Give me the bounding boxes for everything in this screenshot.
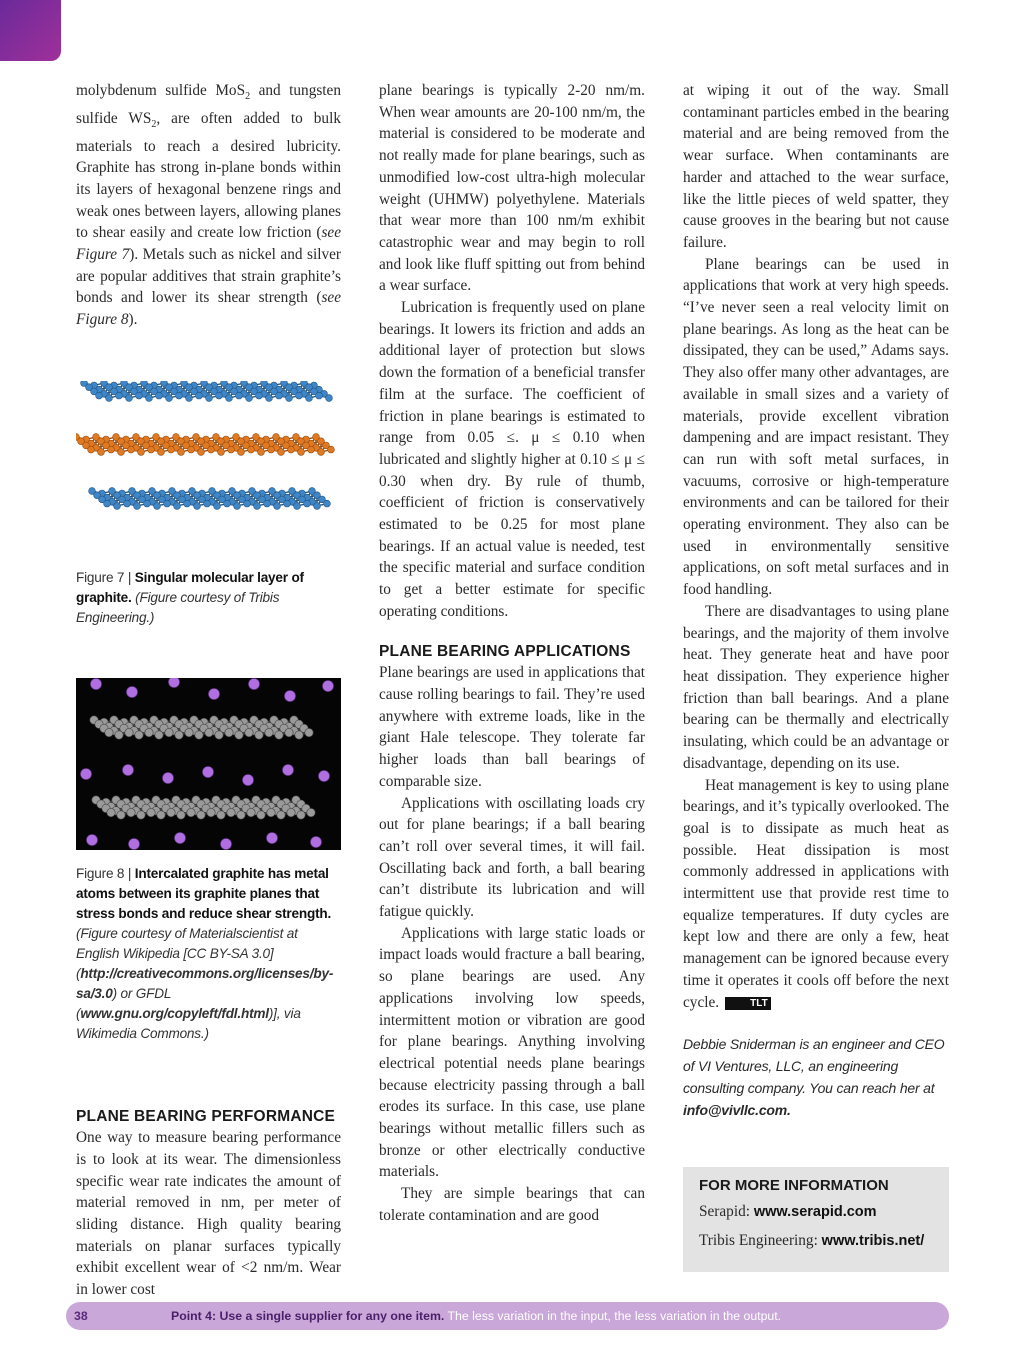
author-bio bbox=[683, 1033, 949, 1121]
info-label: Tribis Engineering: bbox=[699, 1232, 822, 1249]
carbon-atom bbox=[136, 392, 143, 399]
metal-atom bbox=[87, 834, 98, 845]
carbon-atom bbox=[267, 808, 275, 816]
corner-tab bbox=[0, 0, 61, 61]
metal-atom bbox=[243, 774, 254, 785]
carbon-atom bbox=[227, 808, 235, 816]
carbon-atom bbox=[116, 392, 123, 399]
carbon-atom bbox=[118, 448, 125, 455]
carbon-atom bbox=[206, 394, 213, 401]
carbon-atom bbox=[257, 810, 265, 818]
figure-reference: see Figure 8 bbox=[76, 289, 341, 329]
graphite-layers-figure bbox=[76, 381, 341, 556]
figure-reference: see Figure 7 bbox=[76, 224, 341, 264]
carbon-atom bbox=[224, 500, 231, 507]
carbon-atom bbox=[256, 392, 263, 399]
carbon-atom bbox=[278, 448, 285, 455]
carbon-atom bbox=[307, 808, 315, 816]
paragraph: There are disadvantages to using plane bearings, and the majority of them involve heat. They generate heat and have poor heat dissipation. They experience higher friction than ball bearings. And a plane bearing can be thermally and electrically insulating, which could be an advantage or disadvantage, depending on its use. bbox=[683, 602, 949, 772]
metal-atom bbox=[203, 766, 214, 777]
carbon-atom bbox=[104, 500, 111, 507]
figure-number: Figure 8 | bbox=[76, 865, 135, 881]
carbon-atom bbox=[284, 500, 291, 507]
carbon-atom bbox=[217, 810, 225, 818]
carbon-atom bbox=[128, 446, 135, 453]
text: , are often added to bulk materials to reach a desired lubricity. Graphite has strong in-plane bonds within its layers of hexagonal benzene rings and weak ones between layers, allowing planes to shear easily and create low friction ( bbox=[76, 109, 341, 242]
metal-atom bbox=[323, 680, 334, 691]
metal-atom bbox=[91, 678, 102, 689]
carbon-atom bbox=[214, 502, 221, 509]
carbon-atom bbox=[124, 500, 131, 507]
column-1 bbox=[76, 80, 341, 1301]
carbon-atom bbox=[125, 728, 133, 736]
carbon-atom bbox=[88, 446, 95, 453]
carbon-atom bbox=[204, 500, 211, 507]
text: ). Metals such as nickel and silver are popular additives that strain graphite’s bonds and lower its shear strength ( bbox=[76, 246, 341, 307]
carbon-atom bbox=[228, 446, 235, 453]
carbon-atom bbox=[276, 392, 283, 399]
carbon-atom bbox=[266, 394, 273, 401]
carbon-atom bbox=[308, 446, 315, 453]
carbon-atom bbox=[196, 392, 203, 399]
page-number: 38 bbox=[74, 1309, 88, 1323]
carbon-atom bbox=[237, 810, 245, 818]
figure-number: Figure 7 | bbox=[76, 569, 135, 585]
carbon-atom bbox=[296, 392, 303, 399]
paragraph: Plane bearings are used in applications that cause rolling bearings to fail. They’re used anywhere with extreme loads, like in the giant Hale telescope. They tolerate far higher loads than ball bearings of comparable size. bbox=[379, 664, 645, 790]
figure-credit: (Figure courtesy of Materialscientist at English Wikipedia [CC BY-SA 3.0] ( bbox=[76, 925, 298, 981]
carbon-atom bbox=[137, 810, 145, 818]
figure-credit: (Figure courtesy of Tribis Engineering.) bbox=[76, 589, 280, 625]
metal-atom bbox=[283, 764, 294, 775]
paragraph: Plane bearings can be used in applications that work at very high speeds. “I’ve never seen a real velocity limit on plane bearings. As long as the heat can be dissipated, they can be used,” Adams says. They also offer many other advantages, are available in small sizes and a variety of materials, provide excellent vibration dampening and are impact resistant. They can run with soft metal surfaces, in vacuums, corrosive or high-temperature environments and can be tailored for their operating environment. They also can be used in environmentally sensitive applications, on soft metal surfaces and in food handling. bbox=[683, 255, 949, 599]
figure-7-caption bbox=[76, 568, 341, 628]
carbon-atom bbox=[127, 808, 135, 816]
carbon-atom bbox=[215, 730, 223, 738]
carbon-atom bbox=[106, 394, 113, 401]
carbon-atom bbox=[247, 808, 255, 816]
more-information-box bbox=[683, 1167, 949, 1272]
carbon-atom bbox=[218, 448, 225, 455]
end-mark-icon: TLT bbox=[725, 997, 771, 1010]
carbon-atom bbox=[174, 502, 181, 509]
carbon-atom bbox=[318, 448, 325, 455]
paragraph: plane bearings is typically 2-20 nm/m. When wear amounts are 20-100 nm/m, the material is considered to be moderate and not really made for plane bearings, such as unmodified low-cost ultra-high molecular weight (UHMW) polyethylene. Materials that wear more than 100 nm/m exhibit catastrophic wear and may begin to roll and look like fluff spitting out from behind a wear surface. bbox=[379, 82, 645, 295]
carbon-atom bbox=[187, 808, 195, 816]
carbon-atom bbox=[246, 394, 253, 401]
carbon-atom bbox=[234, 502, 241, 509]
column-2 bbox=[379, 80, 645, 1227]
carbon-atom bbox=[238, 448, 245, 455]
carbon-atom bbox=[158, 448, 165, 455]
metal-atom bbox=[249, 678, 260, 689]
carbon-atom bbox=[248, 446, 255, 453]
license-link[interactable]: http://creativecommons.org/licenses/by-sa/3.0 bbox=[76, 965, 334, 1001]
carbon-atom bbox=[328, 446, 335, 453]
carbon-atom bbox=[254, 502, 261, 509]
carbon-atom bbox=[146, 394, 153, 401]
carbon-atom bbox=[286, 394, 293, 401]
carbon-atom bbox=[258, 448, 265, 455]
paragraph bbox=[683, 775, 949, 1014]
subscript: 2 bbox=[151, 118, 157, 130]
carbon-atom bbox=[216, 392, 223, 399]
text: and tungsten sulfide WS bbox=[76, 82, 341, 127]
carbon-atom bbox=[117, 810, 125, 818]
carbon-atom bbox=[115, 730, 123, 738]
info-link[interactable]: www.serapid.com bbox=[753, 1204, 877, 1220]
paragraph: Applications with oscillating loads cry out for plane bearings; if a ball bearing can’t roll over several times, it will fail. Oscillating back and forth, a ball bearing can’t distribute its lubrication and will fatigue quickly. bbox=[379, 794, 645, 921]
text: Heat management is key to using plane bearings, and it’s typically overlooked. The goal is to dissipate as much heat as possible. Heat dissipation is most commonly addressed in applications with intermittent use that provide rest time to equalize temperatures. If duty cycles are kept low and there are only a few, heat management can be ignored because every time it operates it cools off before the next cycle. bbox=[683, 776, 949, 1011]
carbon-atom bbox=[165, 728, 173, 736]
carbon-atom bbox=[255, 730, 263, 738]
carbon-atom bbox=[145, 728, 153, 736]
carbon-atom bbox=[185, 728, 193, 736]
figure-title: Singular molecular layer of graphite. bbox=[76, 569, 304, 605]
carbon-atom bbox=[194, 502, 201, 509]
carbon-atom bbox=[264, 500, 271, 507]
carbon-atom bbox=[208, 446, 215, 453]
metal-atom bbox=[169, 678, 180, 688]
carbon-atom bbox=[107, 808, 115, 816]
carbon-atom bbox=[135, 730, 143, 738]
paragraph: They are simple bearings that can tolerate contamination and are good bbox=[379, 1185, 645, 1224]
carbon-atom bbox=[268, 446, 275, 453]
carbon-atom bbox=[205, 728, 213, 736]
carbon-atom bbox=[195, 730, 203, 738]
carbon-atom bbox=[98, 448, 105, 455]
info-label: Serapid: bbox=[699, 1203, 754, 1220]
carbon-atom bbox=[168, 446, 175, 453]
carbon-atom bbox=[154, 502, 161, 509]
info-link[interactable]: www.tribis.net/ bbox=[821, 1233, 925, 1249]
metal-atom bbox=[311, 836, 322, 847]
carbon-atom bbox=[178, 448, 185, 455]
metal-atom bbox=[267, 832, 278, 843]
metal-atom bbox=[319, 770, 330, 781]
carbon-atom bbox=[305, 728, 313, 736]
carbon-atom bbox=[316, 392, 323, 399]
carbon-atom bbox=[134, 502, 141, 509]
carbon-atom bbox=[157, 810, 165, 818]
carbon-atom bbox=[324, 500, 331, 507]
carbon-atom bbox=[294, 502, 301, 509]
section-heading: PLANE BEARING APPLICATIONS bbox=[379, 642, 631, 660]
subscript: 2 bbox=[245, 91, 251, 103]
metal-atom bbox=[285, 690, 296, 701]
carbon-atom bbox=[108, 446, 115, 453]
carbon-atom bbox=[274, 502, 281, 509]
carbon-atom bbox=[236, 392, 243, 399]
paragraph: at wiping it out of the way. Small contaminant particles embed in the bearing material and are being removed from the wear surface. When contaminants are harder and attached to the wear surface, like the little pieces of weld spatter, they cause grooves in the bearing but not cause failure. bbox=[683, 82, 949, 251]
info-line bbox=[699, 1232, 924, 1250]
carbon-atom bbox=[244, 500, 251, 507]
carbon-atom bbox=[167, 808, 175, 816]
carbon-atom bbox=[166, 394, 173, 401]
carbon-atom bbox=[176, 392, 183, 399]
carbon-atom bbox=[105, 728, 113, 736]
tip-text: The less variation in the input, the less variation in the output. bbox=[444, 1309, 782, 1323]
carbon-atom bbox=[175, 730, 183, 738]
carbon-atom bbox=[207, 808, 215, 816]
author-email[interactable]: info@vivllc.com. bbox=[683, 1102, 791, 1119]
paragraph: One way to measure bearing performance is to look at its wear. The dimensionless specific wear rate indicates the amount of material removed in nm, per meter of sliding distance. High quality bearing materials on planar surfaces typically exhibit excellent wear of <2 nm/m. Wear in lower cost bbox=[76, 1129, 341, 1299]
intercalated-graphite-figure bbox=[76, 678, 341, 850]
carbon-atom bbox=[114, 502, 121, 509]
carbon-atom bbox=[184, 500, 191, 507]
info-line bbox=[699, 1203, 877, 1221]
section-heading: PLANE BEARING PERFORMANCE bbox=[76, 1107, 336, 1125]
text: molybdenum sulfide MoS bbox=[76, 82, 246, 99]
carbon-atom bbox=[198, 448, 205, 455]
carbon-atom bbox=[235, 730, 243, 738]
carbon-atom bbox=[326, 394, 333, 401]
carbon-atom bbox=[188, 446, 195, 453]
carbon-atom bbox=[126, 394, 133, 401]
carbon-atom bbox=[298, 448, 305, 455]
carbon-atom bbox=[306, 394, 313, 401]
carbon-atom bbox=[225, 728, 233, 736]
carbon-atom bbox=[288, 446, 295, 453]
carbon-atom bbox=[138, 448, 145, 455]
carbon-atom bbox=[156, 392, 163, 399]
carbon-atom bbox=[245, 728, 253, 736]
metal-atom bbox=[129, 838, 140, 849]
paragraph bbox=[76, 80, 341, 331]
info-heading: FOR MORE INFORMATION bbox=[699, 1177, 889, 1194]
column-3 bbox=[683, 80, 949, 1121]
metal-atom bbox=[175, 832, 186, 843]
carbon-atom bbox=[148, 446, 155, 453]
carbon-atom bbox=[275, 730, 283, 738]
carbon-atom bbox=[197, 810, 205, 818]
license-link[interactable]: www.gnu.org/copyleft/fdl.html bbox=[80, 1005, 269, 1021]
text: Debbie Sniderman is an engineer and CEO of VI Ventures, LLC, an engineering consulting company. You can reach her at bbox=[683, 1036, 945, 1097]
paragraph: Applications with large static loads or impact loads would fracture a ball bearing, so plane bearings are used. Any applications involving low speeds, intermittent motion or vibration are good for plane bearings. Anything involving electrical potential needs plane bearings because electricity passing through a ball erodes its surface. In this case, use plane bearings without metallic fillers such as bronze or other electrically conductive materials. bbox=[379, 924, 645, 1181]
carbon-atom bbox=[287, 808, 295, 816]
carbon-atom bbox=[164, 500, 171, 507]
figure-credit: )], via Wikimedia Commons.) bbox=[76, 1005, 301, 1041]
metal-atom bbox=[221, 838, 232, 849]
carbon-atom bbox=[144, 500, 151, 507]
carbon-atom bbox=[265, 728, 273, 736]
carbon-atom bbox=[226, 394, 233, 401]
tip-title: Point 4: Use a single supplier for any one item. bbox=[171, 1309, 445, 1323]
figure-title: Intercalated graphite has metal atoms between its graphite planes that stress bonds and reduce shear strength. bbox=[76, 865, 332, 921]
carbon-atom bbox=[314, 502, 321, 509]
carbon-atom bbox=[304, 500, 311, 507]
text: ). bbox=[128, 311, 138, 329]
carbon-atom bbox=[295, 730, 303, 738]
carbon-atom bbox=[186, 394, 193, 401]
carbon-atom bbox=[155, 730, 163, 738]
carbon-atom bbox=[147, 808, 155, 816]
metal-atom bbox=[163, 772, 174, 783]
carbon-atom bbox=[285, 728, 293, 736]
figure-credit: ) or GFDL ( bbox=[76, 985, 171, 1021]
carbon-atom bbox=[297, 810, 305, 818]
footer-bar bbox=[66, 1302, 949, 1330]
metal-atom bbox=[127, 686, 138, 697]
metal-atom bbox=[209, 688, 220, 699]
carbon-atom bbox=[96, 392, 103, 399]
metal-atom bbox=[81, 768, 92, 779]
carbon-atom bbox=[277, 810, 285, 818]
carbon-atom bbox=[177, 810, 185, 818]
figure-8-caption bbox=[76, 864, 341, 1044]
paragraph: Lubrication is frequently used on plane bearings. It lowers its friction and adds an additional layer of protection but slows down the formation of a beneficial transfer film at the surface. The coefficient of friction in plane bearings is estimated to range from 0.05 ≤. μ ≤ 0.10 when lubricated and slightly higher at 0.10 ≤ μ ≤ 0.30 when dry. By rule of thumb, coefficient of friction is conservatively estimated to be 0.25 for most plane bearings. If an actual value is needed, test the specific material and surface condition to get a better estimate for specific operating conditions. bbox=[379, 299, 645, 620]
footer-tip bbox=[171, 1302, 781, 1330]
metal-atom bbox=[123, 764, 134, 775]
